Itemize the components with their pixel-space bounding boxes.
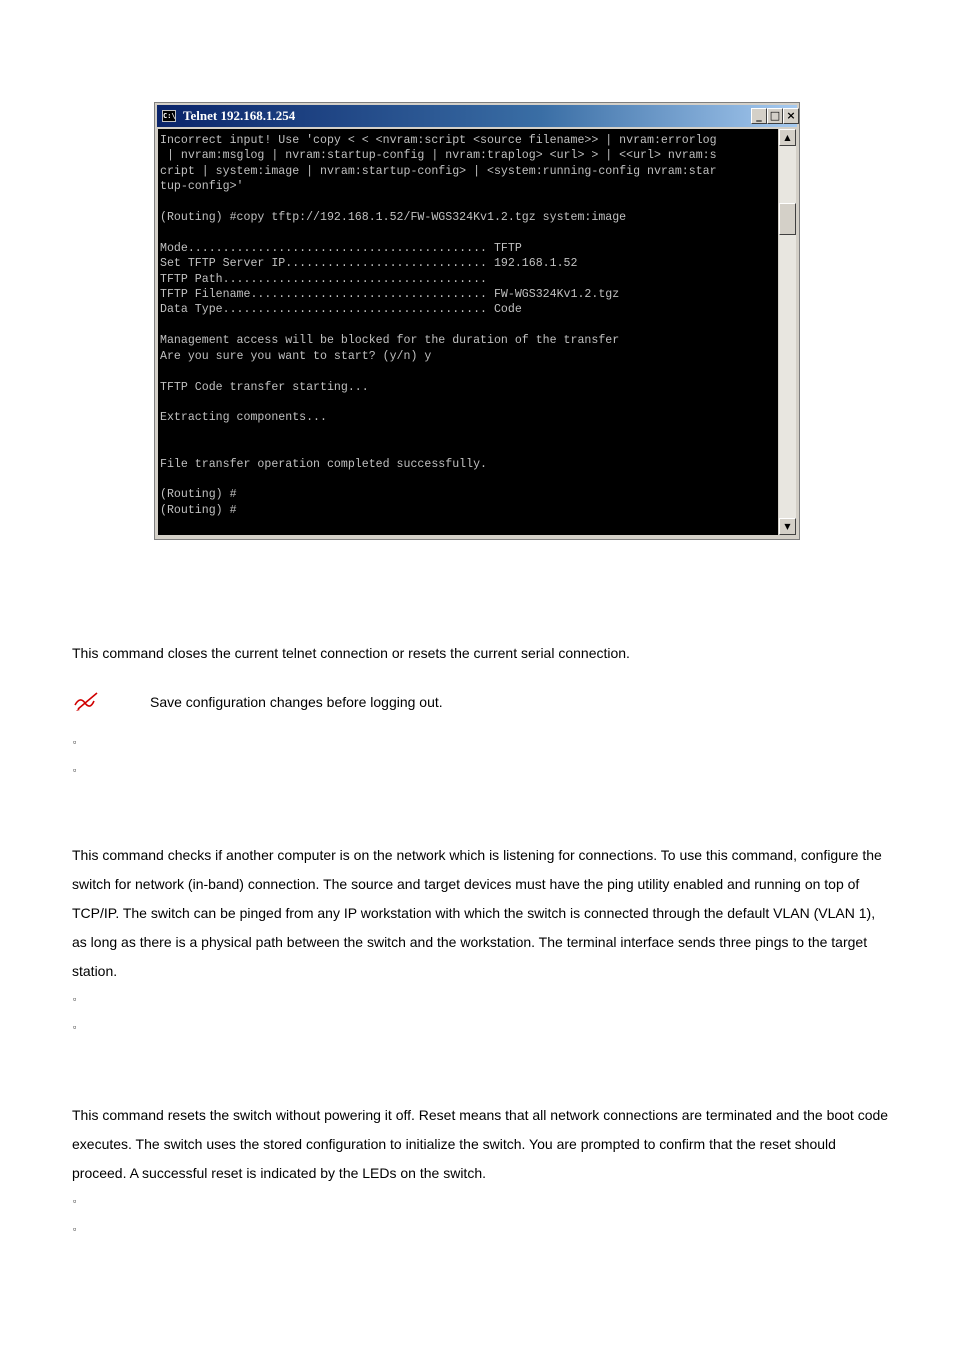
window-title: Telnet 192.168.1.254 xyxy=(183,108,296,123)
console-text: Incorrect input! Use 'copy < < <nvram:script <source filename>> | nvram:errorlog | nvram:msglog | nvram:startup-config | nvram:traplog> <url> > | <<url> nvram:s cript | system:image | nvram:startup-config> | <system:running-config nvram:star tup-config>' (Routing) #copy tftp://192.168.1.52/FW-WGS324Kv1.2.tgz system:image Mode........................................... TFTP Set TFTP Server IP............................. 192.168.1.52 TFTP Path...................................... TFTP Filename.................................. FW-WGS324Kv1.2.tgz Data Type...................................... Code Management access will be blocked for the duration of the transfer Are you sure you want to start? (y/n) y TFTP Code transfer starting... Extracting components... File transfer operation completed successfully. (Routing) # (Routing) # xyxy=(160,134,717,517)
maximize-button[interactable]: □ xyxy=(767,108,783,124)
window-titlebar[interactable] xyxy=(157,105,797,127)
scroll-down-button[interactable]: ▼ xyxy=(779,518,796,535)
bullet-marker: ▫ xyxy=(73,737,77,747)
telnet-window xyxy=(154,102,800,540)
reload-description: This command resets the switch without powering it off. Reset means that all network connections are terminated and the boot code executes. The switch uses the stored configuration to initialize the switch. You are prompted to confirm that the reset should proceed. A successful reset is indicated by the LEDs on the switch. xyxy=(72,1107,889,1181)
bullet-marker: ▫ xyxy=(73,1022,77,1032)
console-output[interactable] xyxy=(158,129,778,535)
bullet-marker: ▫ xyxy=(73,765,77,775)
note-text: Save configuration changes before logging out. xyxy=(150,694,443,710)
bullet-marker: ▫ xyxy=(73,994,77,1004)
scroll-thumb[interactable] xyxy=(779,203,796,235)
pencil-note-icon xyxy=(72,690,102,712)
scroll-up-button[interactable]: ▲ xyxy=(779,129,796,146)
bullet-marker: ▫ xyxy=(73,1224,77,1234)
close-button[interactable]: × xyxy=(783,108,799,124)
bullet-marker: ▫ xyxy=(73,1196,77,1206)
vertical-scrollbar[interactable] xyxy=(779,129,796,535)
logout-description: This command closes the current telnet connection or resets the current serial connection. xyxy=(72,645,630,661)
console-icon: C:\ xyxy=(163,112,176,120)
ping-description: This command checks if another computer is on the network which is listening for connections. To use this command, configure the switch for network (in-band) connection. The source and target devices must have the ping utility enabled and running on top of TCP/IP. The switch can be pinged from any IP workstation with which the switch is connected through the default VLAN (VLAN 1), as long as there is a physical path between the switch and the workstation. The terminal interface sends three pings to the target station. xyxy=(72,847,882,979)
minimize-button[interactable]: _ xyxy=(751,108,767,124)
